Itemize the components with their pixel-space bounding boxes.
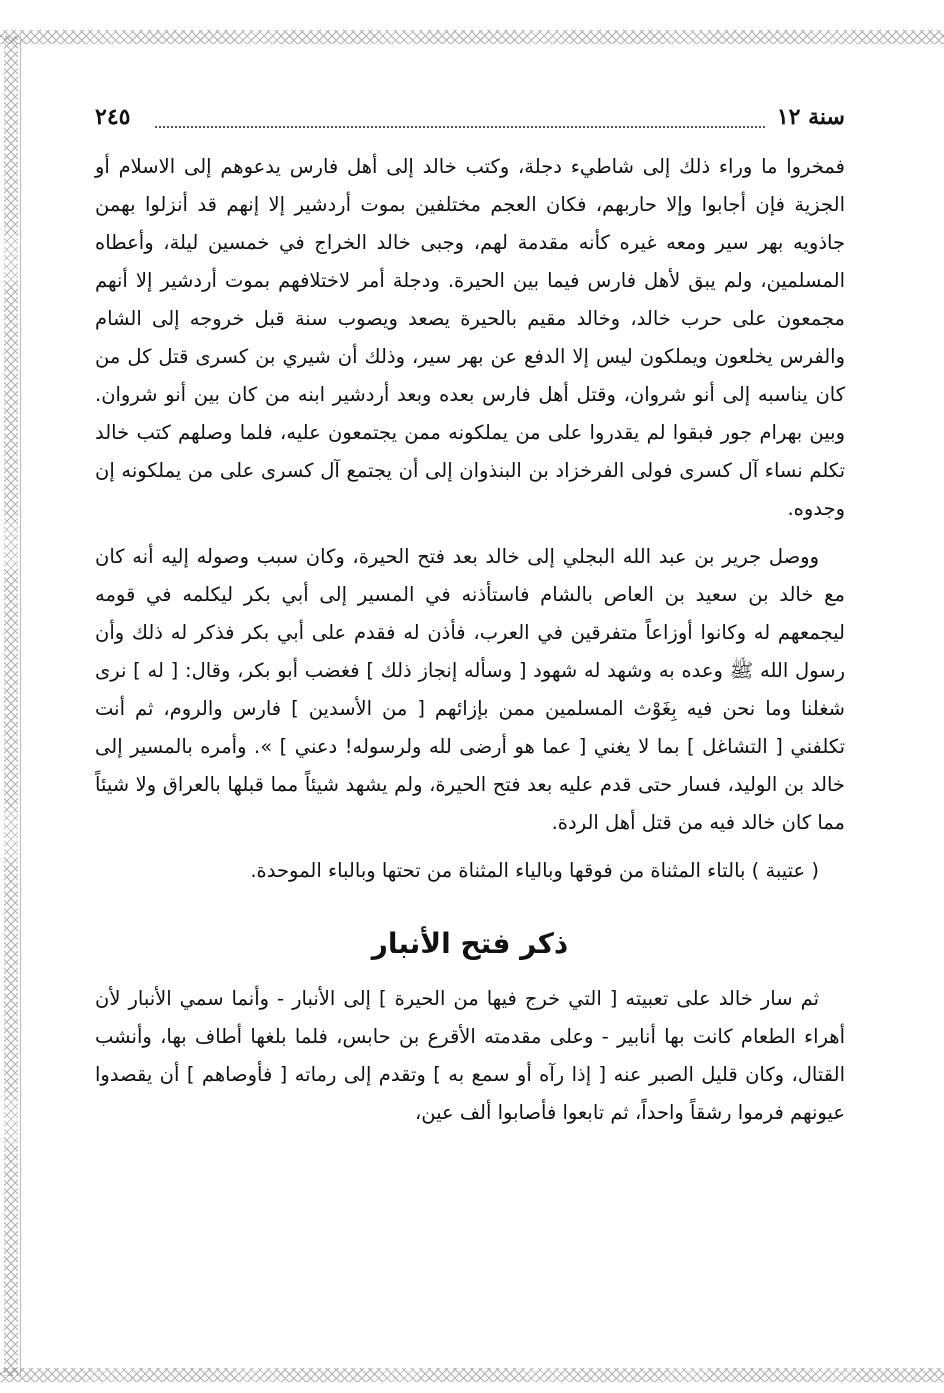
paragraph: فمخروا ما وراء ذلك إلى شاطيء دجلة، وكتب خالد إلى أهل فارس يدعوهم إلى الاسلام أو الجزية فإن أجابوا وإلا حاربهم، فكان العجم مختلفين بموت أردشير إلا إنهم قد أنزلوا بهمن جاذويه بهر سير ومعه غيره كأنه مقدمة لهم، وجبى خالد الخراج في خمسين ليلة، وأعطاه المسلمين، ولم يبق لأهل فارس فيما بين الحيرة. ودجلة أمر لاختلافهم بموت أردشير إلا أنهم مجمعون على حرب خالد، وخالد مقيم بالحيرة يصعد ويصوب سنة قبل خروجه إلى الشام والفرس يخلعون ويملكون ليس إلا الدفع عن بهر سير، وذلك أن شيري بن كسرى قتل كل من كان يناسبه إلى أنو شروان، وقتل أهل فارس بعده وبعد أردشير ابنه من كان بين أنو شروان. وبين بهرام جور فبقوا لم يقدروا على من يملكونه ممن يجتمعون عليه، فلما وصلهم كتب خالد تكلم نساء آل كسرى فولى الفرخزاد بن البنذوان إلى أن يجتمع آل كسرى على من يملكونه إن وجدوه. [95,155,845,520]
section-heading: ذكر فتح الأنبار [371,927,569,960]
decorative-border-top [0,30,944,44]
border-rule-left [20,36,21,1376]
running-head: سنة ١٢ [776,104,845,130]
paragraph: ثم سار خالد على تعبيته [ التي خرج فيها من الحيرة ] إلى الأنبار - وأنما سمي الأنبار لأن أهراء الطعام كانت بها أنابير - وعلى مقدمته الأقرع بن حابس، فلما بلغها أطاف بها، وأنشب القتال، وكان قليل الصبر عنه [ إذا رآه أو سمع به ] وتقدم إلى رماته [ فأوصاهم ] أن يقصدوا عيونهم فرموا رشقاً واحداً، ثم تابعوا فأصابوا ألف عين، [95,987,845,1124]
page-number: ٢٤٥ [95,104,131,130]
page-body [95,148,845,1132]
decorative-border-bottom [0,1368,944,1382]
page-header [95,104,845,138]
decorative-border-left [4,36,18,1376]
paragraph: ووصل جرير بن عبد الله البجلي إلى خالد بعد فتح الحيرة، وكان سبب وصوله إليه أنه كان مع خالد بن سعيد بن العاص بالشام فاستأذنه في المسير إلى أبي بكر ليكلمه في قومه ليجمعهم له وكانوا أوزاعاً متفرقين في العرب، فأذن له فقدم على أبي بكر فذكر له ذلك وأن رسول الله ﷺ وعده به وشهد له شهود [ وسأله إنجاز ذلك ] فغضب أبو بكر، وقال: [ له ] نرى شغلنا وما نحن فيه بِغَوْث المسلمين ممن بإزائهم [ من الأسدين ] فارس والروم، ثم أنت تكلفني [ التشاغل ] بما لا يغني [ عما هو أرضى لله ولرسوله! دعني ] ». وأمره بالمسير إلى خالد بن الوليد، فسار حتى قدم عليه بعد فتح الحيرة، ولم يشهد شيئاً مما قبلها بالعراق ولا شيئاً مما كان خالد فيه من قتل أهل الردة. [95,545,845,834]
header-dotted-rule [155,126,765,128]
footnote-paragraph: ( عتيبة ) بالتاء المثناة من فوقها وبالياء المثناة من تحتها وبالباء الموحدة. [250,859,819,882]
